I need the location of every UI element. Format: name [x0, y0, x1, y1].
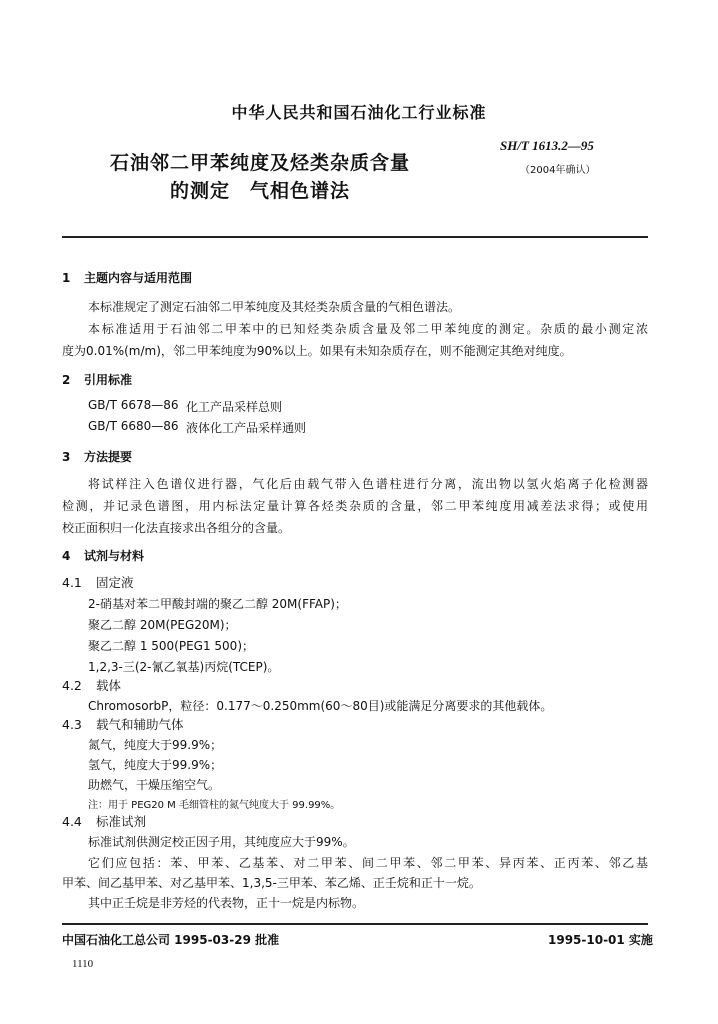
- reference-2-code: GB/T 6680—86: [88, 419, 179, 433]
- standard-reagent-list-line-2: 甲苯、间乙基甲苯、对乙基甲苯、1,3,5-三甲苯、苯乙烯、正壬烷和正十一烷。: [62, 876, 481, 890]
- internal-standard-note: 其中正壬烷是非芳烃的代表物，正十一烷是内标物。: [88, 896, 365, 910]
- subsection-4-1-heading: [62, 573, 134, 591]
- gas-item: 氢气，纯度大于99.9%；: [88, 758, 223, 772]
- section-number: 3: [62, 450, 71, 464]
- implementation-date: 1995-10-01 实施: [548, 933, 653, 947]
- document-title-line2: 的测定 气相色谱法: [169, 180, 350, 202]
- gas-note: 注：用于 PEG20 M 毛细管柱的氮气纯度大于 99.99%。: [88, 800, 341, 811]
- standard-code: SH/T 1613.2—95: [500, 138, 594, 153]
- reference-2-title: 液体化工产品采样通则: [186, 421, 307, 435]
- standard-reagent-list-line-1: 它们应包括：苯、甲苯、乙基苯、对二甲苯、间二甲苯、邻二甲苯、异丙苯、正丙苯、邻乙基: [88, 856, 648, 870]
- section-4-heading: [62, 547, 144, 564]
- header-divider: [62, 236, 648, 238]
- section-number: 1: [62, 271, 71, 285]
- subsection-title: 固定液: [96, 575, 134, 590]
- stationary-phase-item: 聚乙二醇 1 500(PEG1 500)；: [88, 639, 255, 653]
- approval-date: 中国石油化工总公司 1995-03-29 批准: [62, 933, 280, 947]
- reference-1-code: GB/T 6678—86: [88, 398, 179, 412]
- carrier-description: ChromosorbP，粒径：0.177～0.250mm(60～80目)或能满足分离要求的其他载体。: [88, 699, 553, 713]
- gas-item: 氮气，纯度大于99.9%；: [88, 738, 223, 752]
- subsection-number: 4.3: [62, 717, 82, 732]
- subsection-4-3-heading: [62, 715, 184, 733]
- section-1-paragraph-1: 本标准规定了测定石油邻二甲苯纯度及其烃类杂质含量的气相色谱法。: [88, 300, 461, 314]
- footer-divider: [62, 923, 648, 925]
- section-1-paragraph-2-line-2: 度为0.01%(m/m)，邻二甲苯纯度为90%以上。如果有未知杂质存在，则不能测定其绝对纯度。: [62, 344, 572, 358]
- section-title: 主题内容与适用范围: [84, 271, 193, 285]
- confirmation-note: （2004年确认）: [520, 165, 596, 176]
- page-number: 1110: [72, 958, 94, 970]
- section-3-line-1: 将试样注入色谱仪进行器，气化后由载气带入色谱柱进行分离，流出物以氢火焰离子化检测器: [88, 477, 648, 491]
- subsection-4-4-heading: [62, 812, 146, 830]
- subsection-title: 载气和辅助气体: [96, 717, 184, 732]
- section-3-heading: [62, 448, 132, 465]
- section-number: 2: [62, 373, 71, 387]
- gas-item: 助燃气，干燥压缩空气。: [88, 778, 221, 792]
- section-1-heading: [62, 269, 192, 286]
- section-3-line-2: 检测，并记录色谱图，用内标法定量计算各烃类杂质的含量，邻二甲苯纯度用减差法求得；或使用: [62, 499, 648, 513]
- standard-reagent-purity: 标准试剂供测定校正因子用，其纯度应大于99%。: [88, 835, 355, 849]
- subsection-title: 载体: [96, 678, 122, 693]
- subsection-number: 4.4: [62, 814, 82, 829]
- section-title: 引用标准: [84, 373, 133, 387]
- section-3-line-3: 校正面积归一化法直接求出各组分的含量。: [62, 521, 291, 535]
- stationary-phase-item: 2-硝基对苯二甲酸封端的聚乙二醇 20M(FFAP)；: [88, 597, 347, 611]
- subsection-4-2-heading: [62, 676, 121, 694]
- subsection-number: 4.1: [62, 575, 82, 590]
- section-1-paragraph-2-line-1: 本标准适用于石油邻二甲苯中的已知烃类杂质含量及邻二甲苯纯度的测定。杂质的最小测定浓: [88, 322, 648, 336]
- organization-name: 中华人民共和国石油化工行业标准: [231, 103, 487, 122]
- subsection-number: 4.2: [62, 678, 82, 693]
- section-2-heading: [62, 371, 132, 388]
- stationary-phase-item: 1,2,3-三(2-氰乙氧基)丙烷(TCEP)。: [88, 660, 280, 674]
- subsection-title: 标准试剂: [96, 814, 147, 829]
- reference-1-title: 化工产品采样总则: [186, 400, 283, 414]
- stationary-phase-item: 聚乙二醇 20M(PEG20M)；: [88, 618, 237, 632]
- section-title: 试剂与材料: [84, 549, 145, 563]
- section-number: 4: [62, 549, 71, 563]
- document-title-line1: 石油邻二甲苯纯度及烃类杂质含量: [109, 152, 410, 174]
- section-title: 方法提要: [84, 450, 133, 464]
